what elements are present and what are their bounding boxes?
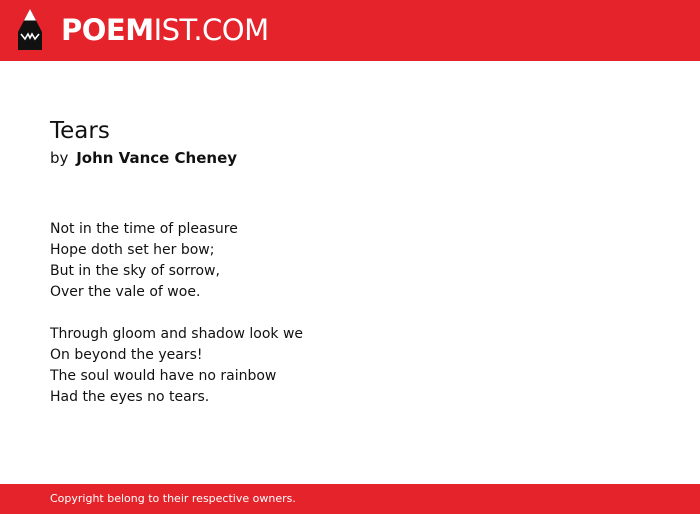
poem-line: Through gloom and shadow look we: [50, 326, 304, 342]
poem-line: Had the eyes no tears.: [50, 389, 210, 405]
poem-line: But in the sky of sorrow,: [50, 263, 220, 279]
poem-title: Tears: [50, 118, 110, 144]
brand-bold-text: POEM: [61, 13, 154, 47]
copyright-text: Copyright belong to their respective owners.: [50, 492, 296, 505]
site-brand: [61, 8, 269, 52]
poem-line: Hope doth set her bow;: [50, 242, 215, 258]
poem-line: Over the vale of woe.: [50, 284, 201, 300]
poem-line: Not in the time of pleasure: [50, 221, 238, 237]
poem-body: [50, 219, 650, 408]
poem-line: On beyond the years!: [50, 347, 203, 363]
pencil-icon: [17, 8, 43, 52]
poem-content: [50, 116, 650, 429]
stanza-2: [50, 324, 650, 408]
poem-line: The soul would have no rainbow: [50, 368, 277, 384]
site-footer: [0, 484, 700, 514]
author-name: John Vance Cheney: [76, 149, 238, 167]
poem-byline: [50, 148, 650, 168]
stanza-1: [50, 219, 650, 303]
brand-light-text: IST.COM: [153, 13, 269, 47]
by-label: by: [50, 149, 69, 167]
site-logo-link[interactable]: [17, 8, 269, 52]
site-header: [0, 0, 700, 61]
